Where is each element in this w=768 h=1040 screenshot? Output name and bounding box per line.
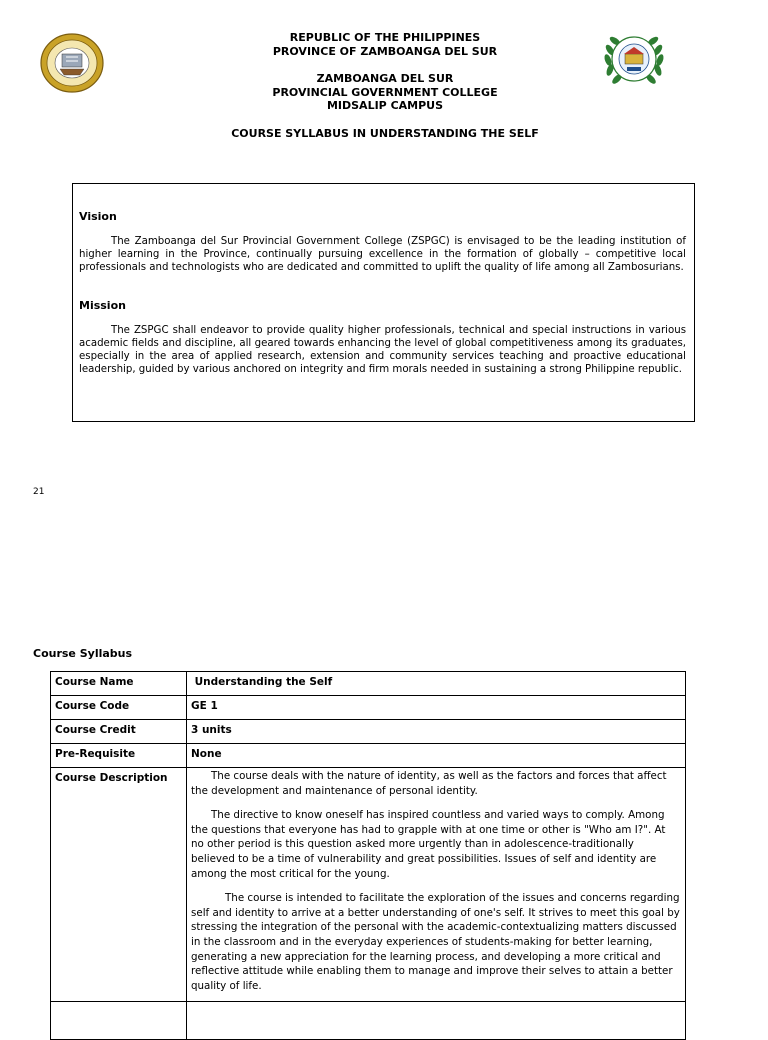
row-value: Understanding the Self <box>187 672 686 696</box>
row-key: Course Description <box>51 768 187 1002</box>
table-row <box>51 720 686 744</box>
document-title: COURSE SYLLABUS IN UNDERSTANDING THE SELF <box>231 126 539 140</box>
row-value: GE 1 <box>187 696 686 720</box>
row-key: Course Code <box>51 696 187 720</box>
row-value: None <box>187 744 686 768</box>
vision-text: The Zamboanga del Sur Provincial Government College (ZSPGC) is envisaged to be the leading institution of higher learning in the Province, continually pursuing excellence in the formation of globally – competitive local professionals and technologists who are dedicated and committed to uplift the quality of life among all Zambosurians. <box>79 236 686 273</box>
row-key: Pre-Requisite <box>51 744 187 768</box>
description-paragraph: The course is intended to facilitate the exploration of the issues and concerns regarding self and identity to arrive at a better understanding of one's self. It strives to meet this goal by stressing the integration of the personal with the academic-contextualizing matters discussed in the classroom and in the everyday experiences of students-making for better learning, generating a new appreciation for the learning process, and developing a more critical and reflective attitude while enabling them to manage and improve their selves to attain a better quality of life. <box>191 892 680 992</box>
vision-heading: Vision <box>79 210 117 223</box>
mission-text: The ZSPGC shall endeavor to provide quality higher professionals, technical and special instructions in various academic fields and discipline, all geared towards enhancing the level of global competitiveness among its graduates, especially in the area of applied research, extension and community services teaching and proactive educational leadership, guided by various anchored on integrity and firm morals needed in sustaining a strong Philippine republic. <box>79 325 686 375</box>
header-province: PROVINCE OF ZAMBOANGA DEL SUR <box>272 44 498 58</box>
page-number: 21 <box>33 487 45 497</box>
header-republic: REPUBLIC OF THE PHILIPPINES <box>289 31 481 44</box>
description-paragraph: The directive to know oneself has inspired countless and varied ways to comply. Among the questions that everyone has had to grapple with at one time or other is "Who am I?". At no other period is this question asked more urgently than in adolescence-traditionally believed to be a time of vulnerability and great possibilities. Issues of self and identity are among the most critical for the young. <box>191 809 666 880</box>
document-header <box>150 31 620 140</box>
table-row <box>51 696 686 720</box>
row-key <box>51 1002 187 1040</box>
row-key: Course Credit <box>51 720 187 744</box>
row-value: 3 units <box>187 720 686 744</box>
description-paragraph: The course deals with the nature of identity, as well as the factors and forces that affect the development and maintenance of personal identity. <box>191 770 667 797</box>
mission-heading: Mission <box>79 299 126 313</box>
header-campus: MIDSALIP CAMPUS <box>326 99 444 112</box>
vision-mission-box <box>72 183 695 422</box>
course-syllabus-label: Course Syllabus <box>33 647 133 660</box>
table-row <box>51 672 686 696</box>
province-seal-logo <box>40 33 104 93</box>
row-key: Course Name <box>51 672 187 696</box>
course-syllabus-table <box>50 671 686 1040</box>
table-row <box>51 768 686 1002</box>
header-college: PROVINCIAL GOVERNMENT COLLEGE <box>272 85 498 99</box>
row-value <box>187 1002 686 1040</box>
header-zds: ZAMBOANGA DEL SUR <box>316 72 454 85</box>
course-description <box>187 768 686 1002</box>
table-row <box>51 1002 686 1040</box>
table-row <box>51 744 686 768</box>
